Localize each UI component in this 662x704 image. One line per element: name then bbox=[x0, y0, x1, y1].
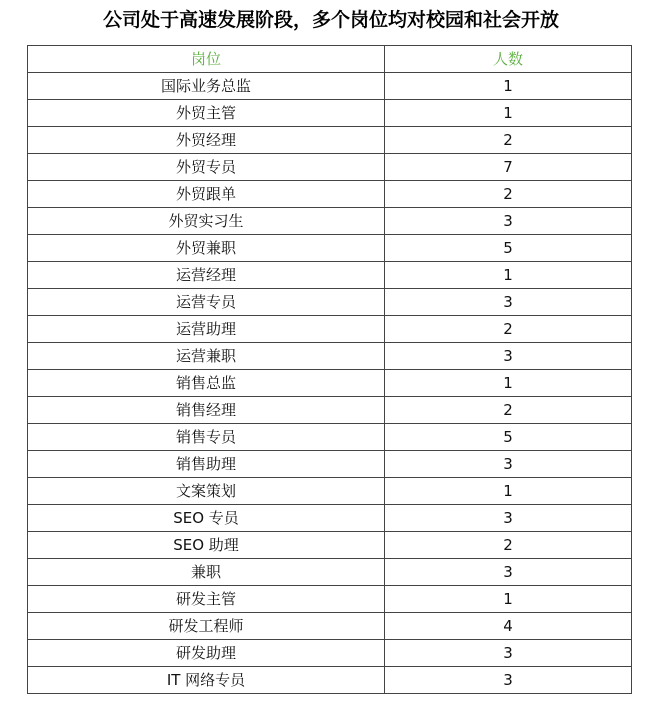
table-row bbox=[28, 289, 632, 316]
count-cell: 4 bbox=[385, 613, 632, 640]
table-row bbox=[28, 424, 632, 451]
count-cell: 1 bbox=[385, 73, 632, 100]
position-cell: 外贸主管 bbox=[28, 100, 385, 127]
count-cell: 2 bbox=[385, 127, 632, 154]
count-cell: 2 bbox=[385, 397, 632, 424]
position-cell: 外贸专员 bbox=[28, 154, 385, 181]
position-cell: 外贸经理 bbox=[28, 127, 385, 154]
position-cell: SEO 助理 bbox=[28, 532, 385, 559]
header-count: 人数 bbox=[385, 46, 632, 73]
table-row bbox=[28, 613, 632, 640]
count-cell: 3 bbox=[385, 451, 632, 478]
table-row bbox=[28, 127, 632, 154]
table-header-row bbox=[28, 46, 632, 73]
position-cell: 外贸实习生 bbox=[28, 208, 385, 235]
table-row bbox=[28, 397, 632, 424]
table-row bbox=[28, 559, 632, 586]
count-cell: 2 bbox=[385, 181, 632, 208]
table-row bbox=[28, 208, 632, 235]
position-cell: 研发工程师 bbox=[28, 613, 385, 640]
position-cell: 国际业务总监 bbox=[28, 73, 385, 100]
table-row bbox=[28, 154, 632, 181]
count-cell: 3 bbox=[385, 640, 632, 667]
table-row bbox=[28, 532, 632, 559]
count-cell: 1 bbox=[385, 370, 632, 397]
count-cell: 3 bbox=[385, 208, 632, 235]
count-cell: 3 bbox=[385, 559, 632, 586]
position-cell: 兼职 bbox=[28, 559, 385, 586]
position-cell: 外贸兼职 bbox=[28, 235, 385, 262]
position-cell: 运营专员 bbox=[28, 289, 385, 316]
position-cell: 销售总监 bbox=[28, 370, 385, 397]
count-cell: 1 bbox=[385, 262, 632, 289]
count-cell: 2 bbox=[385, 316, 632, 343]
position-cell: 文案策划 bbox=[28, 478, 385, 505]
table-row bbox=[28, 667, 632, 694]
table-row bbox=[28, 586, 632, 613]
count-cell: 7 bbox=[385, 154, 632, 181]
position-cell: 销售专员 bbox=[28, 424, 385, 451]
table-row bbox=[28, 640, 632, 667]
table-row bbox=[28, 451, 632, 478]
position-cell: 销售经理 bbox=[28, 397, 385, 424]
table-row bbox=[28, 370, 632, 397]
table-row bbox=[28, 478, 632, 505]
count-cell: 1 bbox=[385, 586, 632, 613]
table-row bbox=[28, 316, 632, 343]
count-cell: 5 bbox=[385, 424, 632, 451]
table-row bbox=[28, 235, 632, 262]
position-cell: 研发助理 bbox=[28, 640, 385, 667]
count-cell: 1 bbox=[385, 478, 632, 505]
count-cell: 5 bbox=[385, 235, 632, 262]
position-cell: 销售助理 bbox=[28, 451, 385, 478]
table-row bbox=[28, 100, 632, 127]
table-row bbox=[28, 262, 632, 289]
count-cell: 2 bbox=[385, 532, 632, 559]
positions-table bbox=[27, 45, 632, 694]
count-cell: 3 bbox=[385, 343, 632, 370]
table-row bbox=[28, 343, 632, 370]
count-cell: 1 bbox=[385, 100, 632, 127]
table-row bbox=[28, 505, 632, 532]
position-cell: 研发主管 bbox=[28, 586, 385, 613]
count-cell: 3 bbox=[385, 667, 632, 694]
header-position: 岗位 bbox=[28, 46, 385, 73]
position-cell: IT 网络专员 bbox=[28, 667, 385, 694]
page-title: 公司处于高速发展阶段，多个岗位均对校园和社会开放 bbox=[102, 9, 559, 31]
count-cell: 3 bbox=[385, 289, 632, 316]
count-cell: 3 bbox=[385, 505, 632, 532]
position-cell: 运营兼职 bbox=[28, 343, 385, 370]
table-row bbox=[28, 181, 632, 208]
position-cell: 外贸跟单 bbox=[28, 181, 385, 208]
position-cell: 运营助理 bbox=[28, 316, 385, 343]
table-body bbox=[28, 73, 632, 694]
table-row bbox=[28, 73, 632, 100]
position-cell: 运营经理 bbox=[28, 262, 385, 289]
position-cell: SEO 专员 bbox=[28, 505, 385, 532]
